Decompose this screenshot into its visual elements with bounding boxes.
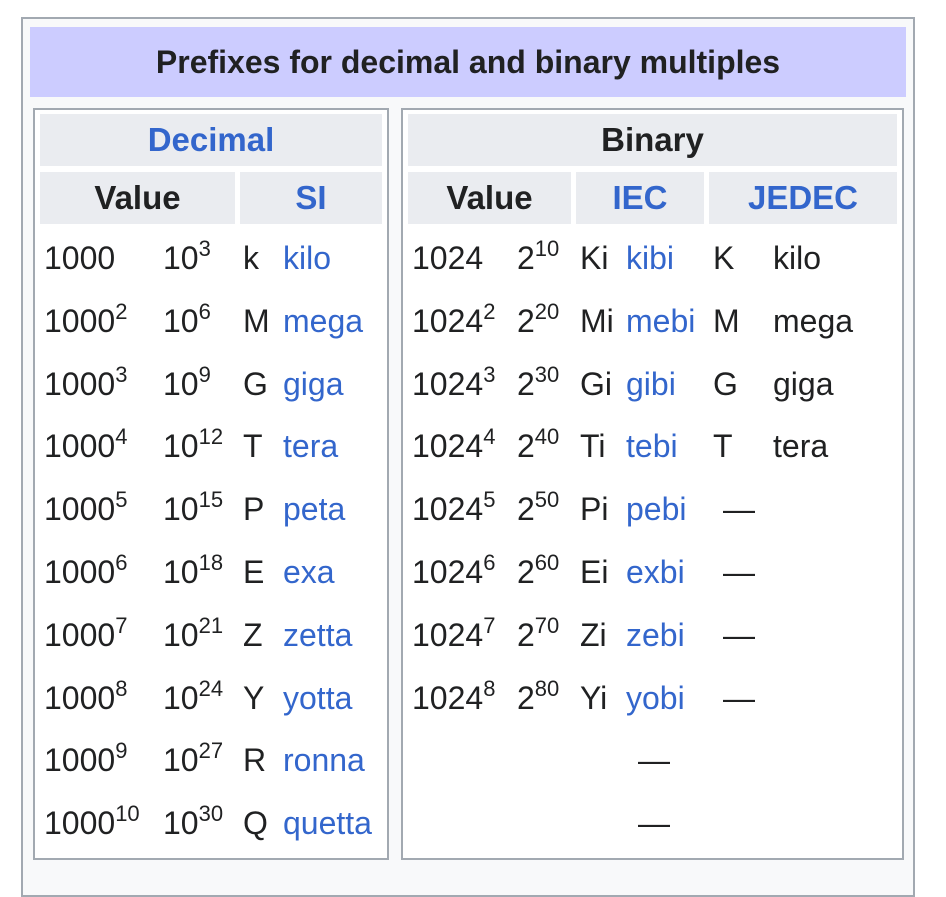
bin-value bbox=[412, 612, 496, 659]
si-name-link[interactable]: yotta bbox=[283, 679, 353, 716]
jedec-none-dash: — bbox=[723, 616, 755, 653]
bin-value bbox=[412, 489, 495, 533]
navbox-title: Prefixes for decimal and binary multiples bbox=[30, 27, 906, 97]
si-symbol: T bbox=[243, 428, 263, 465]
jedec-symbol: M bbox=[713, 302, 740, 339]
bin-value-exponent: 6 bbox=[483, 550, 496, 575]
bin-power bbox=[517, 298, 560, 345]
decimal-value-header: Value bbox=[40, 172, 235, 224]
jedec-name: giga bbox=[773, 365, 834, 402]
dec-value bbox=[44, 612, 128, 659]
dec-power bbox=[163, 426, 223, 470]
bin-power bbox=[517, 552, 559, 596]
dec-value bbox=[44, 489, 127, 533]
bin-value bbox=[412, 238, 483, 278]
dec-value-exponent: 4 bbox=[115, 424, 128, 450]
dec-value-base: 1000 bbox=[44, 616, 116, 653]
decimal-group-header[interactable]: Decimal bbox=[40, 114, 382, 166]
bin-value-exponent: 4 bbox=[483, 424, 496, 450]
iec-symbol: Ei bbox=[580, 554, 609, 590]
bin-value bbox=[412, 298, 496, 345]
bin-power-exponent: 60 bbox=[534, 550, 560, 575]
bin-value bbox=[412, 552, 495, 596]
bin-power-base: 2 bbox=[517, 428, 535, 465]
dec-power bbox=[163, 612, 224, 659]
bin-power bbox=[517, 361, 560, 408]
bin-power-exponent: 40 bbox=[534, 424, 560, 450]
bin-value-base: 1024 bbox=[412, 240, 484, 276]
bin-power-exponent: 50 bbox=[534, 487, 560, 513]
dec-value-base: 1000 bbox=[44, 805, 116, 842]
dec-power-exponent: 3 bbox=[198, 236, 211, 261]
si-name-link[interactable]: zetta bbox=[283, 616, 353, 653]
jedec-none-dash: — bbox=[723, 679, 755, 716]
bin-power bbox=[517, 489, 559, 533]
dec-power-exponent: 24 bbox=[198, 675, 224, 701]
jedec-none-dash: — bbox=[723, 491, 755, 528]
dec-power-base: 10 bbox=[163, 616, 199, 653]
si-name-link[interactable]: peta bbox=[283, 491, 346, 528]
dec-value bbox=[44, 552, 127, 596]
si-name-link[interactable]: kilo bbox=[283, 240, 332, 276]
decimal-si-header[interactable]: SI bbox=[240, 172, 382, 224]
dec-value-base: 1000 bbox=[44, 679, 116, 716]
bin-value-base: 1024 bbox=[412, 491, 484, 528]
bin-power-base: 2 bbox=[517, 616, 535, 653]
si-symbol: G bbox=[243, 365, 268, 402]
si-symbol: k bbox=[243, 240, 259, 276]
bin-value-exponent: 3 bbox=[483, 361, 496, 387]
dec-value-exponent: 2 bbox=[115, 298, 128, 324]
dec-power-base: 10 bbox=[163, 805, 199, 842]
dec-power-exponent: 6 bbox=[198, 298, 211, 324]
dec-value-base: 1000 bbox=[44, 428, 116, 465]
dec-value bbox=[44, 426, 127, 470]
bin-power-exponent: 10 bbox=[534, 236, 560, 261]
si-name-link[interactable]: exa bbox=[283, 554, 335, 590]
dec-power-exponent: 30 bbox=[198, 801, 224, 827]
dec-power bbox=[163, 740, 223, 784]
iec-name-link[interactable]: exbi bbox=[626, 554, 685, 590]
bin-power bbox=[517, 426, 559, 470]
jedec-none-dash: — bbox=[723, 554, 755, 590]
bin-power-exponent: 70 bbox=[534, 612, 560, 638]
bin-power-exponent: 20 bbox=[534, 298, 560, 324]
dec-power-base: 10 bbox=[163, 679, 199, 716]
dec-value bbox=[44, 298, 128, 345]
bin-value-base: 1024 bbox=[412, 679, 484, 716]
dec-power-exponent: 27 bbox=[198, 738, 224, 764]
dec-value-exponent: 9 bbox=[115, 738, 128, 764]
dec-power-base: 10 bbox=[163, 491, 199, 528]
dec-value-base: 1000 bbox=[44, 554, 116, 590]
bin-value-base: 1024 bbox=[412, 616, 484, 653]
iec-name-link[interactable]: zebi bbox=[626, 616, 685, 653]
bin-power-exponent: 80 bbox=[534, 675, 560, 701]
jedec-name: tera bbox=[773, 428, 829, 465]
bin-power-base: 2 bbox=[517, 491, 535, 528]
jedec-symbol: K bbox=[713, 240, 735, 276]
si-symbol: E bbox=[243, 554, 265, 590]
bin-value-base: 1024 bbox=[412, 302, 484, 339]
bin-value-base: 1024 bbox=[412, 554, 484, 590]
si-symbol: P bbox=[243, 491, 265, 528]
iec-name-link[interactable]: gibi bbox=[626, 365, 676, 402]
bin-power-exponent: 30 bbox=[534, 361, 560, 387]
dec-power-exponent: 15 bbox=[198, 487, 224, 513]
dec-value-exponent: 3 bbox=[115, 361, 128, 387]
dec-power-base: 10 bbox=[163, 302, 199, 339]
dec-value-exponent: 8 bbox=[115, 675, 128, 701]
dec-power-base: 10 bbox=[163, 240, 199, 276]
dec-power-exponent: 21 bbox=[198, 612, 224, 638]
jedec-symbol: G bbox=[713, 365, 738, 402]
binary-empty-dash: — bbox=[638, 742, 670, 779]
dec-power-base: 10 bbox=[163, 742, 199, 779]
dec-value-exponent: 6 bbox=[115, 550, 128, 575]
iec-symbol: Ti bbox=[580, 428, 606, 465]
bin-value-exponent: 7 bbox=[483, 612, 496, 638]
dec-value-base: 1000 bbox=[44, 240, 116, 276]
bin-value bbox=[412, 675, 496, 722]
dec-power bbox=[163, 803, 223, 847]
si-name-link[interactable]: tera bbox=[283, 428, 339, 465]
binary-group-header: Binary bbox=[408, 114, 897, 166]
dec-power-exponent: 9 bbox=[198, 361, 211, 387]
bin-power-base: 2 bbox=[517, 302, 535, 339]
si-symbol: M bbox=[243, 302, 270, 339]
dec-power-exponent: 18 bbox=[198, 550, 224, 575]
jedec-symbol: T bbox=[713, 428, 733, 465]
iec-symbol: Yi bbox=[580, 679, 608, 716]
bin-value bbox=[412, 426, 495, 470]
bin-power-base: 2 bbox=[517, 679, 535, 716]
iec-name-link[interactable]: kibi bbox=[626, 240, 675, 276]
iec-name-link[interactable]: pebi bbox=[626, 491, 687, 528]
iec-symbol: Ki bbox=[580, 240, 609, 276]
dec-value bbox=[44, 238, 115, 278]
dec-power-base: 10 bbox=[163, 428, 199, 465]
dec-power-exponent: 12 bbox=[198, 424, 224, 450]
dec-value-base: 1000 bbox=[44, 742, 116, 779]
si-symbol: Z bbox=[243, 616, 263, 653]
dec-value-exponent: 10 bbox=[115, 801, 140, 827]
bin-power bbox=[517, 612, 560, 659]
dec-power bbox=[163, 238, 211, 282]
dec-power bbox=[163, 489, 223, 533]
dec-value-base: 1000 bbox=[44, 491, 116, 528]
bin-power-base: 2 bbox=[517, 554, 535, 590]
dec-power bbox=[163, 361, 211, 408]
iec-symbol: Zi bbox=[580, 616, 607, 653]
iec-symbol: Pi bbox=[580, 491, 609, 528]
bin-power-base: 2 bbox=[517, 240, 535, 276]
si-symbol: Y bbox=[243, 679, 265, 716]
dec-power bbox=[163, 675, 224, 722]
dec-power-base: 10 bbox=[163, 365, 199, 402]
jedec-name: mega bbox=[773, 302, 854, 339]
dec-value bbox=[44, 803, 140, 847]
si-symbol: R bbox=[243, 742, 267, 779]
binary-empty-dash: — bbox=[638, 805, 670, 842]
dec-value bbox=[44, 740, 127, 784]
si-symbol: Q bbox=[243, 805, 268, 842]
dec-value-exponent: 5 bbox=[115, 487, 128, 513]
dec-power-base: 10 bbox=[163, 554, 199, 590]
bin-value-base: 1024 bbox=[412, 365, 484, 402]
iec-symbol: Mi bbox=[580, 302, 614, 339]
iec-name-link[interactable]: mebi bbox=[626, 302, 696, 339]
bin-power bbox=[517, 675, 560, 722]
binary-iec-header[interactable]: IEC bbox=[576, 172, 704, 224]
dec-value-base: 1000 bbox=[44, 365, 116, 402]
si-name-link[interactable]: mega bbox=[283, 302, 364, 339]
iec-name-link[interactable]: yobi bbox=[626, 679, 685, 716]
binary-jedec-header[interactable]: JEDEC bbox=[709, 172, 897, 224]
dec-power bbox=[163, 298, 211, 345]
binary-value-header: Value bbox=[408, 172, 571, 224]
bin-power-base: 2 bbox=[517, 365, 535, 402]
bin-value-base: 1024 bbox=[412, 428, 484, 465]
si-name-link[interactable]: ronna bbox=[283, 742, 365, 779]
jedec-name: kilo bbox=[773, 240, 822, 276]
si-name-link[interactable]: quetta bbox=[283, 805, 372, 842]
bin-value-exponent: 5 bbox=[483, 487, 496, 513]
bin-value-exponent: 2 bbox=[483, 298, 496, 324]
dec-value-exponent: 7 bbox=[115, 612, 128, 638]
bin-power bbox=[517, 238, 559, 282]
bin-value-exponent: 8 bbox=[483, 675, 496, 701]
si-name-link[interactable]: giga bbox=[283, 365, 344, 402]
iec-symbol: Gi bbox=[580, 365, 612, 402]
dec-power bbox=[163, 552, 223, 596]
iec-name-link[interactable]: tebi bbox=[626, 428, 678, 465]
dec-value bbox=[44, 361, 128, 408]
dec-value bbox=[44, 675, 128, 722]
dec-value-base: 1000 bbox=[44, 302, 116, 339]
bin-value bbox=[412, 361, 496, 408]
